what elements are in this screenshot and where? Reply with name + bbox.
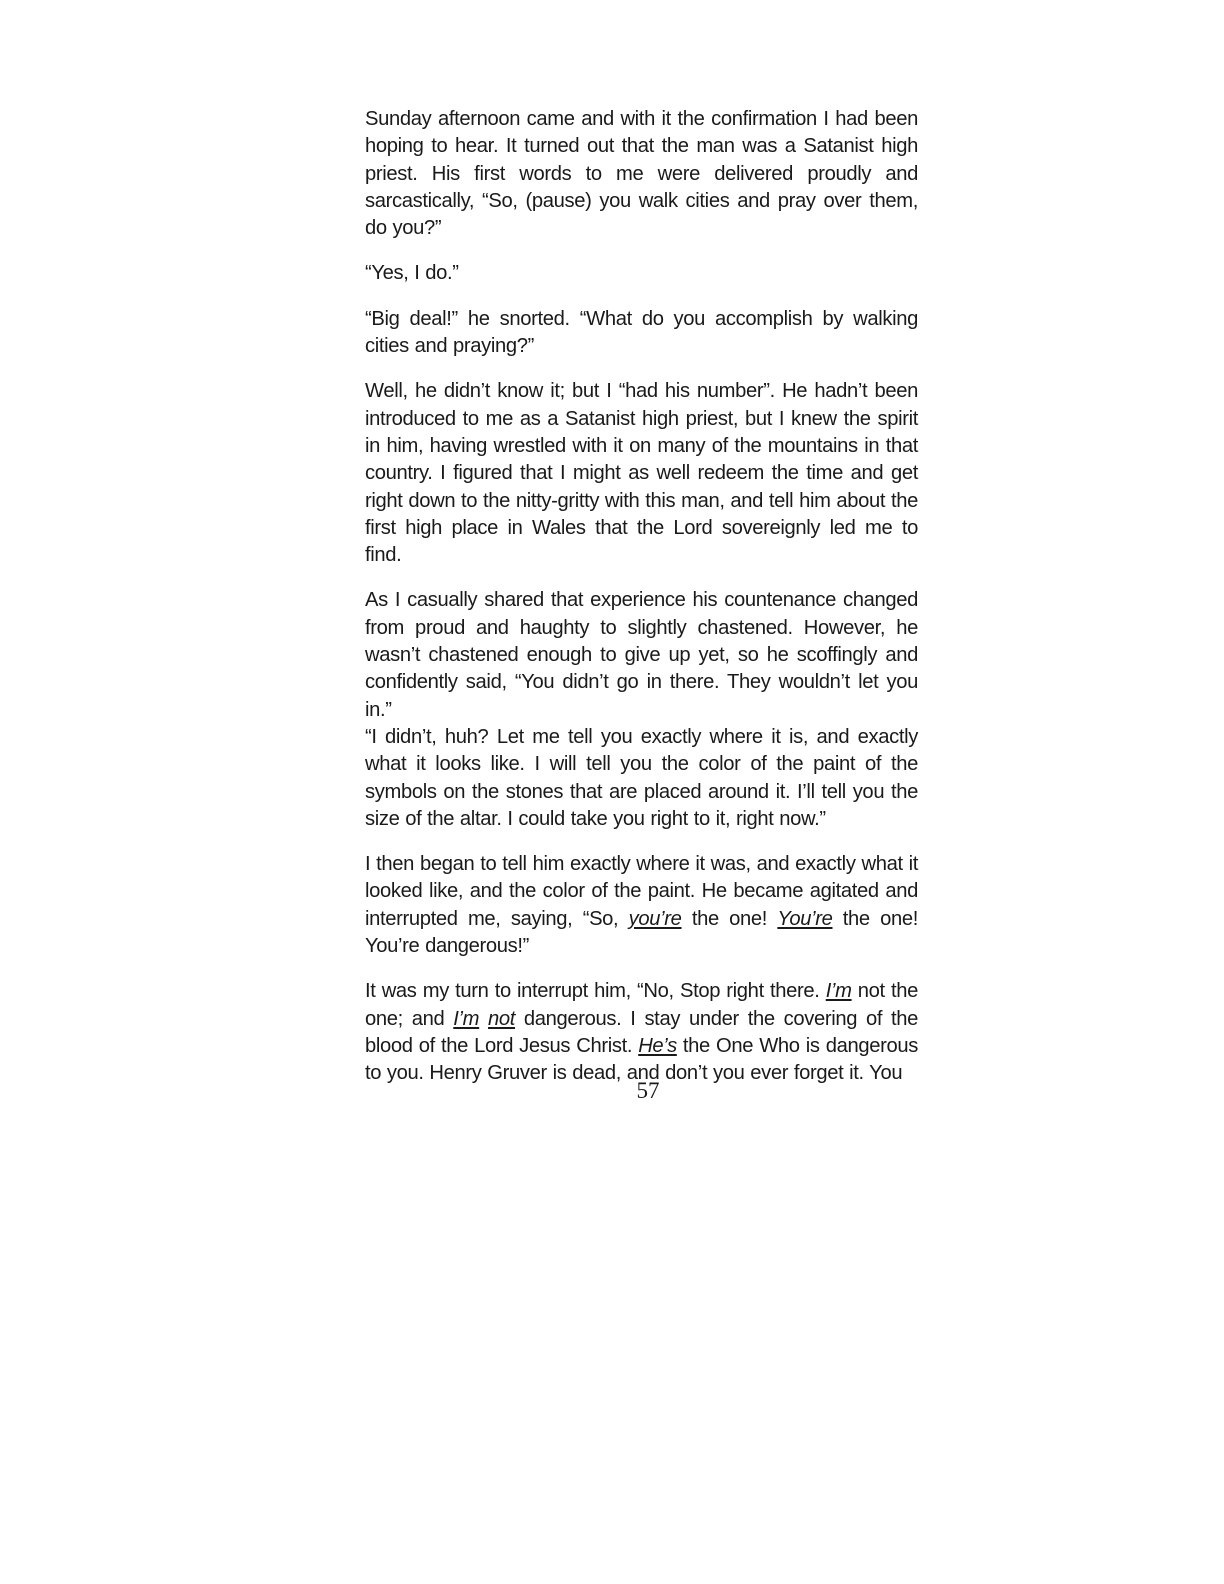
paragraph-3: “Big deal!” he snorted. “What do you accomplish by walking cities and praying?”: [365, 307, 918, 358]
paragraph-8-text-i: the One Who is dangerous to you. Henry Gruver is dead, and don’t you ever forget it. You: [365, 1034, 918, 1085]
paragraph-7-text-e: the one! You’re dangerous!”: [365, 907, 918, 958]
paragraph-1: Sunday afternoon came and with it the confirmation I had been hoping to hear. It turned out that the man was a Satanist high priest. His first words to me were delivered proudly and sarcastically, “So, (pause) you walk cities and pray over them, do you?”: [365, 108, 918, 240]
page-number: 57: [636, 1078, 660, 1103]
paragraph-8-text-g: dangerous. I stay under the covering of the blood of the Lord Jesus Christ.: [365, 1007, 918, 1057]
paragraph-2: “Yes, I do.”: [365, 262, 459, 285]
paragraph-7-text-c: the one!: [681, 907, 778, 930]
paragraph-8-text-e: [479, 1008, 488, 1030]
paragraph-8-emphasis-im-2: I’m: [453, 1007, 480, 1030]
paragraph-4: Well, he didn’t know it; but I “had his number”. He hadn’t been introduced to me as a Satanist high priest, but I knew the spirit in him, having wrestled with it on many of the mountains in that country. I figured that I might as well redeem the time and get right down to the nitty-gritty with this man, and tell him about the first high place in Wales that the Lord sovereignly led me to find.: [365, 380, 918, 567]
paragraph-8: [365, 978, 918, 1087]
paragraph-6: “I didn’t, huh? Let me tell you exactly where it is, and exactly what it looks like. I will tell you the color of the paint of the symbols on the stones that are placed around it. I’ll tell you the size of the altar. I could take you right to it, right now.”: [365, 725, 918, 830]
paragraph-8-emphasis-not: not: [488, 1007, 516, 1030]
paragraph-5: As I casually shared that experience his countenance changed from proud and haughty to slightly chastened. However, he wasn’t chastened enough to give up yet, so he scoffingly and confidently said, “You didn’t go in there. They wouldn’t let you in.”: [365, 589, 918, 721]
paragraph-7-emphasis-youre-2: You’re: [777, 907, 833, 930]
paragraph-8-text-c: not the one; and: [365, 980, 919, 1030]
paragraph-7-emphasis-youre-1: you’re: [628, 907, 682, 930]
paragraph-8-emphasis-hes: He’s: [638, 1034, 677, 1057]
body-text: [365, 106, 918, 1106]
paragraph-8-emphasis-im-1: I’m: [825, 980, 852, 1003]
paragraph-7-text-a: I then began to tell him exactly where it was, and exactly what it looked like, and the color of the paint. He became agitated and interrupted me, saying, “So,: [365, 853, 918, 930]
paragraph-8-text-a: It was my turn to interrupt him, “No, Stop right there.: [365, 980, 826, 1003]
paragraph-7: [365, 851, 918, 960]
